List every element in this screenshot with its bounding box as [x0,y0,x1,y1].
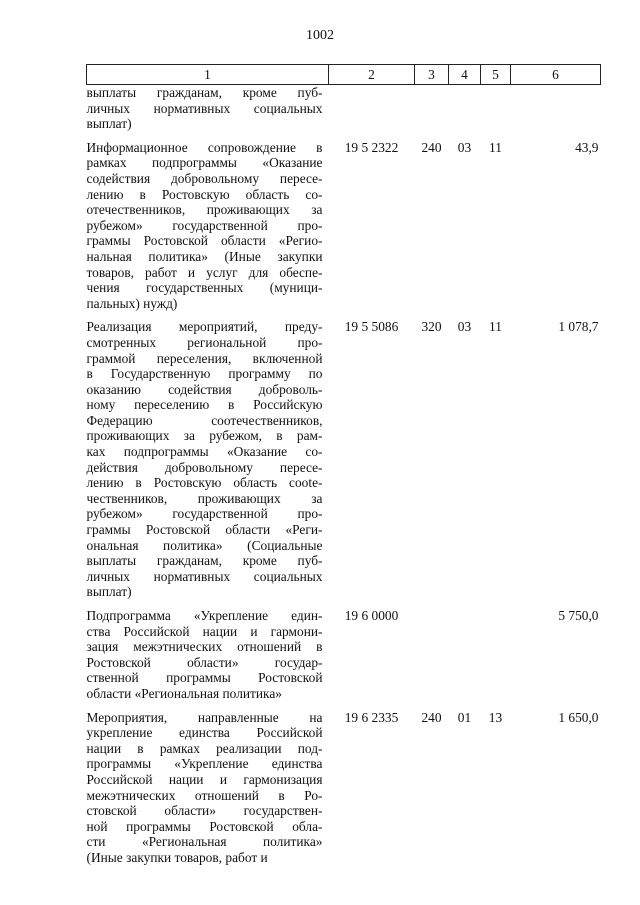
row-expense-type: 240 [421,709,442,725]
description-line: ства Российской нации и гармони- [86,623,323,639]
page-number: 1002 [306,28,334,43]
budget-table [86,64,601,866]
column-header-5: 5 [481,65,511,85]
description-line: лению в Ростовскую область со- [86,186,323,202]
table-row [87,85,601,132]
description-line: лению в Ростовскую область соote- [86,475,323,491]
description-line: выплат) [86,584,132,600]
row-description [87,85,329,132]
row-section: 01 [457,709,472,725]
row-amount: 43,9 [575,139,599,155]
row-description [87,311,329,600]
row-amount: 5 750,0 [558,608,599,623]
description-line: области «Региональная политика» [86,685,282,701]
row-amount: 1 650,0 [558,709,599,725]
description-line: ональная политика» (Социальные [86,537,323,553]
row-section: 03 [457,139,472,155]
description-line: выплаты гражданам, кроме пуб- [86,85,323,100]
description-line: оказанию содействия доброволь- [86,381,323,397]
description-line: отечественников, проживающих за [86,202,323,218]
row-code: 19 5 2322 [344,139,399,155]
description-line: ной программы Ростовской обла- [86,818,323,834]
table-row [87,702,601,866]
description-line: граммы Ростовской области «Реги- [86,522,323,538]
row-subsection: 11 [489,319,502,335]
description-line: содействия добровольному пересе- [86,170,323,186]
description-line: выплаты гражданам, кроме пуб- [86,553,323,569]
row-subsection [481,85,511,132]
row-amount: 1 078,7 [558,319,599,335]
row-subsection: 11 [489,139,502,155]
description-line: чения государственных (муници- [86,280,323,296]
description-line: межэтнических отношений в Ро- [86,787,323,803]
description-line: рамках подпрограммы «Оказание [86,155,323,171]
row-subsection: 13 [488,709,503,725]
row-expense-type: 320 [421,319,442,335]
row-code: 19 5 5086 [344,319,399,335]
row-section [449,600,481,702]
description-line: нации в рамках реализации под- [86,740,323,756]
description-line: Российской нации и гармонизация [86,771,323,787]
description-line: зация межэтнических отношений в [86,639,323,655]
description-line: ному переселению в Российскую [86,397,323,413]
row-expense-type [415,85,449,132]
row-subsection [481,600,511,702]
description-line: ках подпрограммы «Оказание со- [86,444,323,460]
row-code [329,85,415,132]
description-line: товаров, работ и услуг для обеспе- [86,264,323,280]
row-section [449,85,481,132]
description-line: укрепление единства Российской [86,725,323,741]
table-header-row [87,65,601,85]
description-line: программы «Укрепление единства [86,756,323,772]
row-expense-type [415,600,449,702]
column-header-2: 2 [329,65,415,85]
description-line: Подпрограмма «Укрепление един- [86,608,323,623]
description-line: Информационное сопровождение в [86,139,323,155]
table-body [87,85,601,866]
description-line: действия добровольному пересе- [86,459,323,475]
description-line: рубежом» государственной про- [86,506,323,522]
description-line: нальная политика» (Иные закупки [86,248,323,264]
description-line: личных нормативных социальных [86,100,323,116]
description-line: личных нормативных социальных [86,568,323,584]
description-line: выплат) [86,116,132,132]
description-line: ственной программы Ростовской [86,670,323,686]
column-header-4: 4 [449,65,481,85]
column-header-3: 3 [415,65,449,85]
description-line: граммой переселения, включенной [86,350,323,366]
row-description [87,600,329,702]
row-amount [511,85,601,132]
table-row [87,311,601,600]
row-code: 19 6 2335 [344,709,399,725]
description-line: рубежом» государственной про- [86,217,323,233]
table-row [87,132,601,312]
description-line: Реализация мероприятий, преду- [86,319,323,335]
description-line: (Иные закупки товаров, работ и [86,849,268,865]
row-expense-type: 240 [421,139,442,155]
row-description [87,702,329,866]
row-code: 19 6 0000 [344,608,399,623]
column-header-1: 1 [87,65,329,85]
description-line: Федерацию соотечественников, [86,412,323,428]
description-line: проживающих за рубежом, в рам- [86,428,323,444]
row-description [87,132,329,312]
description-line: чественников, проживающих за [86,490,323,506]
column-header-6: 6 [511,65,601,85]
description-line: граммы Ростовской области «Регио- [86,233,323,249]
description-line: стовской области» государствен- [86,803,323,819]
description-line: пальных) нужд) [86,295,178,311]
description-line: смотренных региональной про- [86,334,323,350]
row-section: 03 [457,319,472,335]
table-row [87,600,601,702]
description-line: Мероприятия, направленные на [86,709,323,725]
description-line: в Государственную программу по [86,366,323,382]
description-line: Ростовской области» государ- [86,654,323,670]
description-line: сти «Региональная политика» [86,834,323,850]
